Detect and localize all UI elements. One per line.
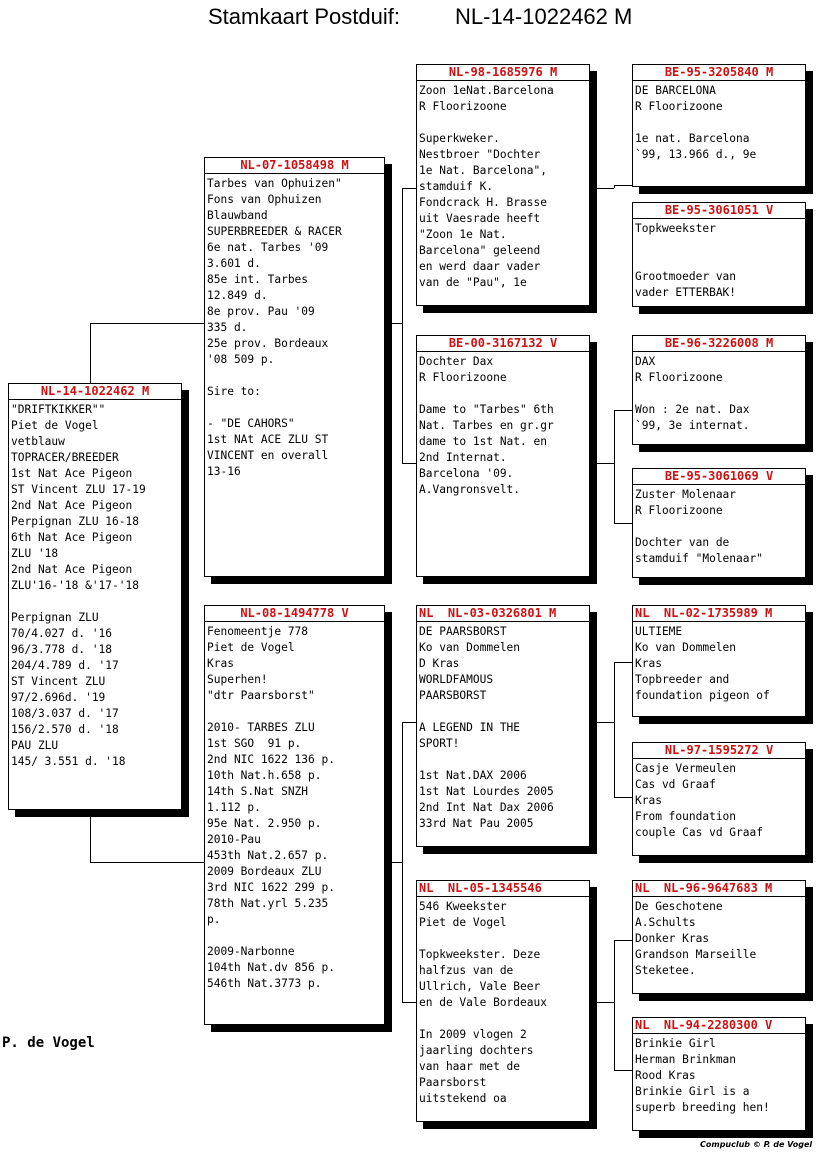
sss-card (632, 64, 806, 187)
footer-credit: Compuclub © P. de Vogel (700, 1140, 813, 1149)
ddd-card (632, 1017, 806, 1131)
connector-line (402, 722, 403, 1002)
sire-dam-card (416, 335, 590, 577)
pedigree-text: Topkweekster Grootmoeder van vader ETTERBAK! (635, 222, 737, 299)
pedigree-text: Tarbes van Ophuizen" Fons van Ophuizen Blauwband SUPERBREEDER & RACER 6e nat. Tarbes '09 3.601 d. 85e int. Tarbes 12.849 d. 8e prov. Pau '09 335 d. 25e prov. Bordeaux '08 509 p. Sire to: - "DE CAHORS" 1st NAt ACE ZLU ST VINCENT en overall 13-16 (207, 177, 342, 478)
connector-line (614, 1070, 633, 1071)
pedigree-text: De Geschotene A.Schults Donker Kras Grandson Marseille Steketee. (635, 900, 757, 977)
ring-number: BE-95-3061069 V (633, 469, 805, 485)
dam-sire-card (416, 605, 590, 847)
connector-line (614, 797, 633, 798)
owner-name: P. de Vogel (2, 1035, 95, 1051)
pedigree-text: Zoon 1eNat.Barcelona R Floorizoone Superkweker. Nestbroer "Dochter 1e Nat. Barcelona", stamduif K. Fondcrack H. Brasse uit Vaesrade heeft "Zoon 1e Nat. Barcelona" geleend en werd daar vader van de "Pau", 1e (419, 84, 554, 289)
ring-number: BE-95-3205840 M (633, 65, 805, 81)
ring-number: NL NL-05-1345546 (417, 881, 589, 897)
connector-line (385, 323, 402, 324)
pedigree-text: 546 Kweekster Piet de Vogel Topkweekster. Deze halfzus van de Ullrich, Vale Beer en de Vale Bordeaux In 2009 vlogen 2 jaarling dochters van haar met de Paarsborst uitstekend oa (419, 900, 547, 1105)
sdd-card (632, 468, 806, 578)
ring-number: BE-96-3226008 M (633, 336, 805, 352)
ring-number: NL NL-96-9647683 M (633, 881, 805, 897)
pedigree-text: Fenomeentje 778 Piet de Vogel Kras Superhen! "dtr Paarsborst" 2010- TARBES ZLU 1st SGO 91 p. 2nd NIC 1622 136 p. 10th Nat.h.658 p. 14th S.Nat SNZH 1.112 p. 95e Nat. 2.950 p. 2010-Pau 453th Nat.2.657 p. 2009 Bordeaux ZLU 3rd NIC 1622 299 p. 78th Nat.yrl 5.235 p. 2009-Narbonne 104th Nat.dv 856 p. 546th Nat.3773 p. (207, 625, 335, 990)
dds-card (632, 880, 806, 994)
connector-line (90, 810, 91, 862)
ring-number: NL-14-1022462 M (9, 384, 181, 400)
dsd-card (632, 742, 806, 856)
connector-line (90, 323, 91, 383)
pedigree-text: DE PAARSBORST Ko van Dommelen D Kras WORLDFAMOUS PAARSBORST A LEGEND IN THE SPORT! 1st Nat.DAX 2006 1st Nat Lourdes 2005 2nd Int Nat Dax 2006 33rd Nat Pau 2005 (419, 625, 554, 830)
pedigree-text: Zuster Molenaar R Floorizoone Dochter van de stamduif "Molenaar" (635, 488, 763, 565)
sire-sire-card (416, 64, 590, 306)
ring-number: NL-97-1595272 V (633, 743, 805, 759)
sds-card (632, 335, 806, 445)
connector-line (614, 523, 633, 524)
pedigree-text: DAX R Floorizoone Won : 2e nat. Dax `99, 3e internat. (635, 355, 750, 432)
connector-line (90, 862, 204, 863)
connector-line (597, 463, 614, 464)
connector-line (90, 323, 204, 324)
connector-line (614, 940, 615, 1070)
ring-number: NL NL-03-0326801 M (417, 606, 589, 622)
pedigree-text: Casje Vermeulen Cas vd Graaf Kras From foundation couple Cas vd Graaf (635, 762, 763, 839)
connector-line (614, 662, 615, 797)
dss-card (632, 605, 806, 717)
ssd-card (632, 202, 806, 307)
ring-number: NL NL-02-1735989 M (633, 606, 805, 622)
connector-line (597, 188, 614, 189)
ring-number: BE-00-3167132 V (417, 336, 589, 352)
pedigree-text: Brinkie Girl Herman Brinkman Rood Kras Brinkie Girl is a superb breeding hen! (635, 1037, 770, 1114)
connector-line (614, 410, 615, 523)
title-prefix: Stamkaart Postduif: (208, 4, 400, 29)
pedigree-text: DE BARCELONA R Floorizoone 1e nat. Barcelona `99, 13.966 d., 9e (635, 84, 757, 161)
connector-line (597, 1002, 614, 1003)
connector-line (614, 940, 633, 941)
ring-number: NL NL-94-2280300 V (633, 1018, 805, 1034)
ring-number: NL-07-1058498 M (205, 158, 384, 174)
connector-line (597, 722, 614, 723)
title-ring-number: NL-14-1022462 M (455, 4, 633, 29)
ring-number: NL-98-1685976 M (417, 65, 589, 81)
connector-line (402, 188, 403, 463)
connector-line (614, 185, 633, 186)
pedigree-text: Dochter Dax R Floorizoone Dame to "Tarbes" 6th Nat. Tarbes en gr.gr dame to 1st Nat. en 2nd Internat. Barcelona '09. A.Vangronsvelt. (419, 355, 554, 496)
pedigree-text: ULTIEME Ko van Dommelen Kras Topbreeder and foundation pigeon of (635, 625, 770, 702)
ring-number: BE-95-3061051 V (633, 203, 805, 219)
subject-card (8, 383, 182, 810)
dam-dam-card (416, 880, 590, 1122)
connector-line (614, 662, 633, 663)
connector-line (614, 410, 633, 411)
dam-card (204, 605, 385, 1025)
connector-line (385, 862, 402, 863)
sire-card (204, 157, 385, 577)
pedigree-text: "DRIFTKIKKER"" Piet de Vogel vetblauw TOPRACER/BREEDER 1st Nat Ace Pigeon ST Vincent ZLU 17-19 2nd Nat Ace Pigeon Perpignan ZLU 16-18 6th Nat Ace Pigeon ZLU '18 2nd Nat Ace Pigeon ZLU'16-'18 &'17-'18 Perpignan ZLU 70/4.027 d. '16 96/3.778 d. '18 204/4.789 d. '17 ST Vincent ZLU 97/2.696d. '19 108/3.037 d. '17 156/2.570 d. '18 PAU ZLU 145/ 3.551 d. '18 (11, 403, 146, 768)
ring-number: NL-08-1494778 V (205, 606, 384, 622)
